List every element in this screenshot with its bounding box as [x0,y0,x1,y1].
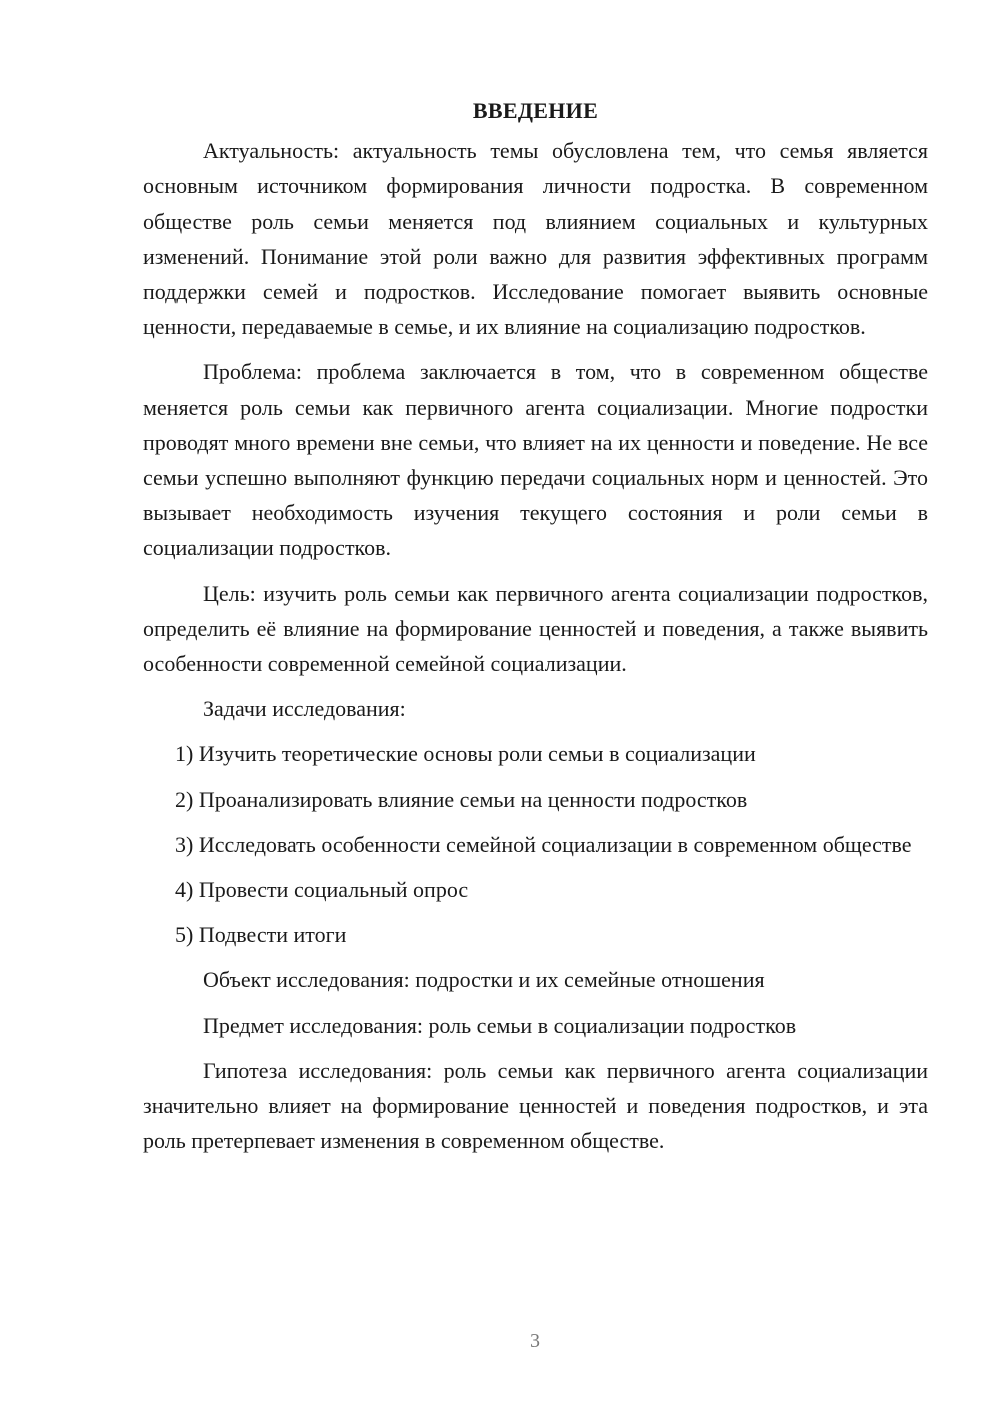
page-number: 3 [530,1330,540,1352]
paragraph-relevance: Актуальность: актуальность темы обусловлена тем, что семья является основным источником формирования личности подростка. В современном обществе роль семьи меняется под влиянием социальных и культурных изменений. Понимание этой роли важно для развития эффективных программ поддержки семей и подростков. Исследование помогает выявить основные ценности, передаваемые в семье, и их влияние на социализацию подростков. [143,138,928,340]
research-hypothesis: Гипотеза исследования: роль семьи как первичного агента социализации значительно влияет на формирование ценностей и поведения подростков, и эта роль претерпевает изменения в современном обществе. [143,1057,928,1154]
task-item-2: 2) Проанализировать влияние семьи на ценности подростков [175,786,748,812]
task-item-4: 4) Провести социальный опрос [175,877,469,903]
paragraph-problem: Проблема: проблема заключается в том, что в современном обществе меняется роль семьи как первичного агента социализации. Многие подростки проводят много времени вне семьи, что влияет на их ценности и поведение. Не все семьи успешно выполняют функцию передачи социальных норм и ценностей. Это вызывает необходимость изучения текущего состояния и роли семьи в социализации подростков. [143,359,928,561]
task-item-5: 5) Подвести итоги [175,922,347,948]
task-item-1: 1) Изучить теоретические основы роли семьи в социализации [175,741,756,767]
research-object: Объект исследования: подростки и их семейные отношения [203,967,765,993]
research-subject: Предмет исследования: роль семьи в социализации подростков [203,1012,797,1038]
section-title: ВВЕДЕНИЕ [472,98,599,123]
document-body [143,93,928,1168]
tasks-heading: Задачи исследования: [203,696,406,722]
paragraph-goal: Цель: изучить роль семьи как первичного агента социализации подростков, определить её влияние на формирование ценностей и поведения, а также выявить особенности современной семейной социализации. [143,580,928,677]
task-item-3: 3) Исследовать особенности семейной социализации в современном обществе [175,831,912,857]
